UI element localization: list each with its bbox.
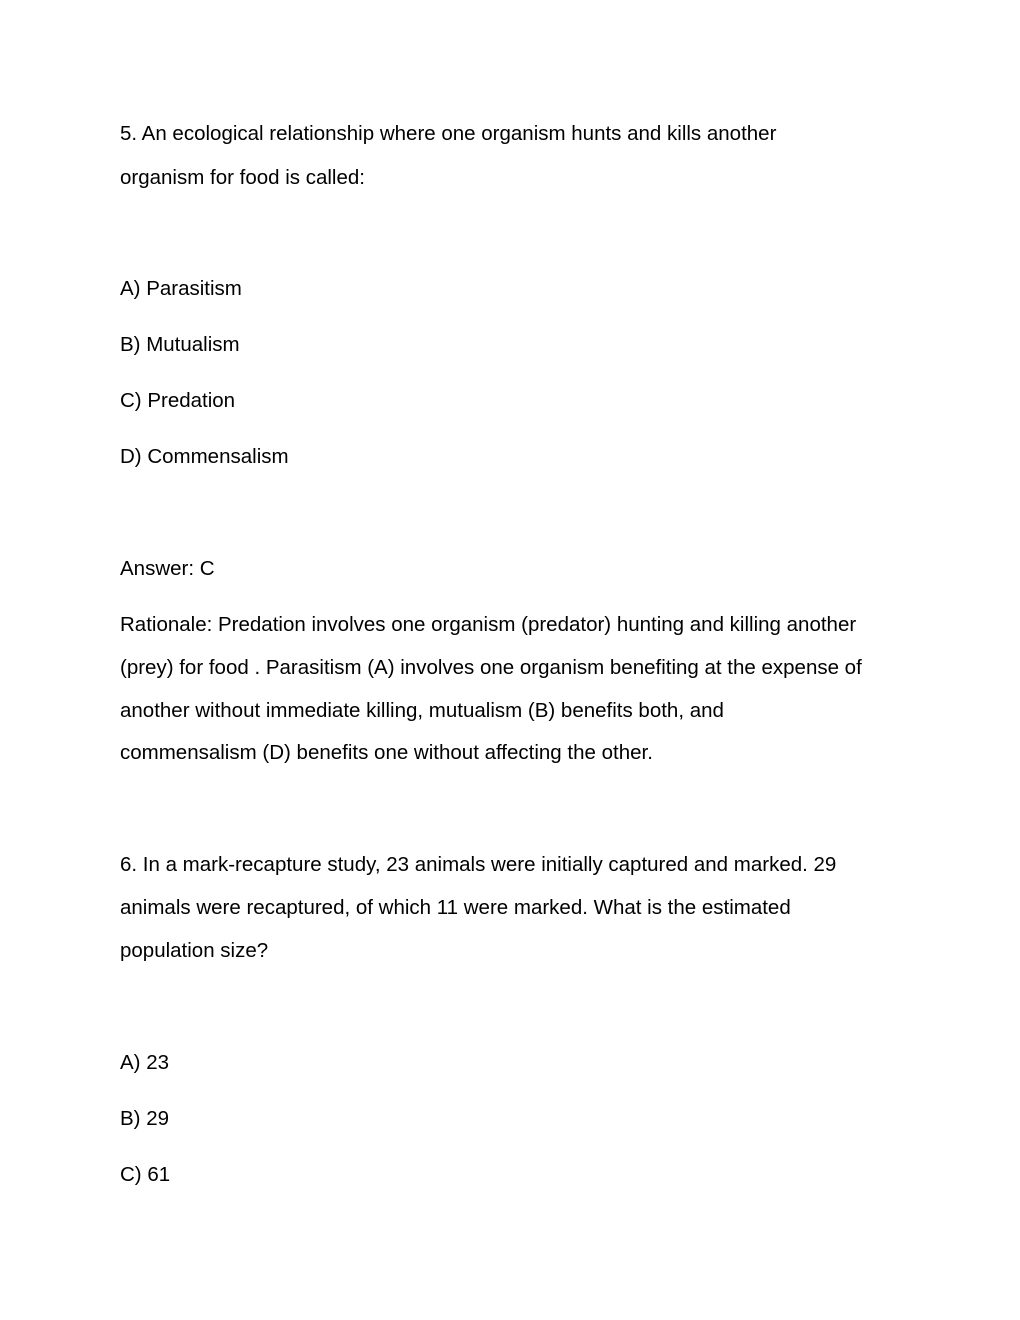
question-5-option-b: B) Mutualism	[120, 333, 240, 356]
question-5-rationale-line-2: (prey) for food . Parasitism (A) involves one organism benefiting at the expense of	[120, 656, 862, 679]
question-5-prompt-line-2: organism for food is called:	[120, 166, 365, 189]
question-6-prompt-line-2: animals were recaptured, of which 11 were marked. What is the estimated	[120, 896, 791, 919]
question-6-option-c: C) 61	[120, 1163, 171, 1186]
question-5-option-d: D) Commensalism	[120, 445, 289, 468]
question-5-rationale-line-4: commensalism (D) benefits one without affecting the other.	[120, 741, 653, 764]
question-6-prompt-line-3: population size?	[120, 939, 269, 962]
question-5-prompt-line-1: 5. An ecological relationship where one organism hunts and kills another	[120, 122, 777, 145]
question-5-rationale-line-3: another without immediate killing, mutualism (B) benefits both, and	[120, 699, 724, 722]
question-5-option-c: C) Predation	[120, 389, 236, 412]
question-5-option-a: A) Parasitism	[120, 277, 242, 300]
question-6-option-b: B) 29	[120, 1107, 169, 1130]
question-6-option-a: A) 23	[120, 1051, 169, 1074]
question-5-answer: Answer: C	[120, 557, 215, 580]
question-5-rationale-line-1: Rationale: Predation involves one organism (predator) hunting and killing another	[120, 613, 857, 636]
question-6-prompt-line-1: 6. In a mark-recapture study, 23 animals were initially captured and marked. 29	[120, 853, 837, 876]
